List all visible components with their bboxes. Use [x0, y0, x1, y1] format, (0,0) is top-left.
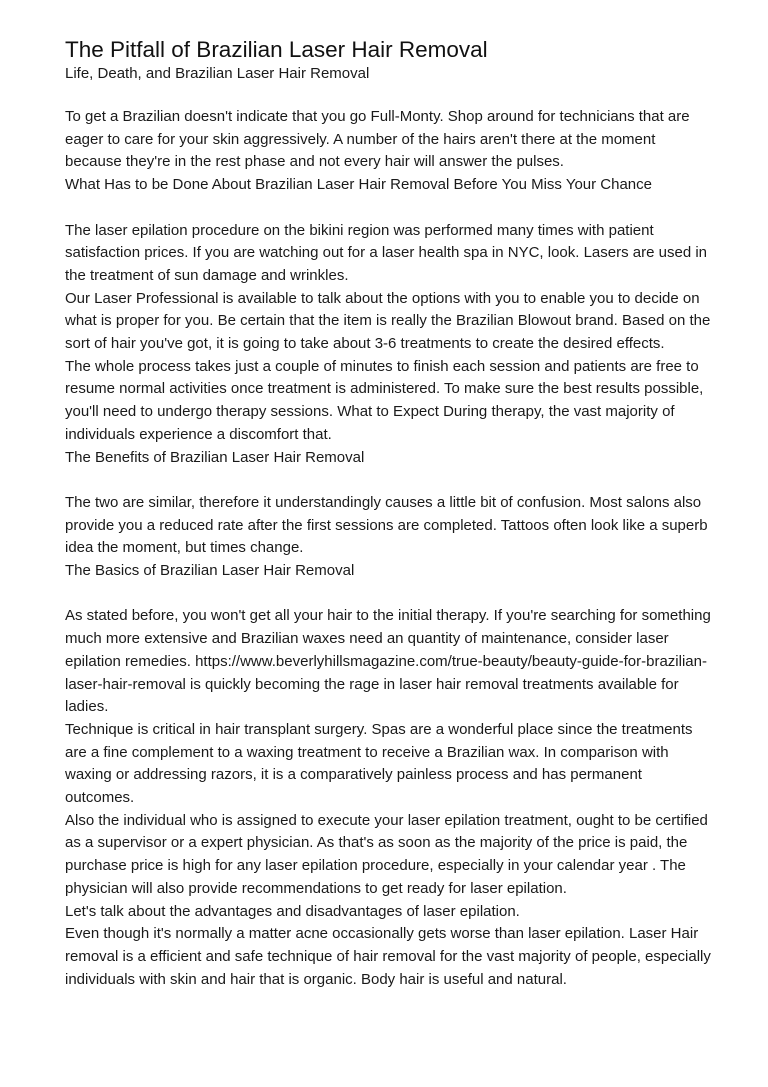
paragraph: The laser epilation procedure on the bikini region was performed many times with patient satisfaction prices. If you are watching out for a laser health spa in NYC, look. Lasers are used in the treatment of sun damage and wrinkles. [65, 221, 707, 284]
paragraph: The two are similar, therefore it understandingly causes a little bit of confusion. Most salons also provide you a reduced rate after the first sessions are completed. Tattoos often look like a superb idea the moment, but times change. [65, 493, 708, 557]
paragraph: The whole process takes just a couple of minutes to finish each session and patients are free to resume normal activities once treatment is administered. To make sure the best results possible, you'll need to undergo therapy sessions. What to Expect During therapy, the vast majority of individuals experience a discomfort that. [65, 357, 704, 443]
paragraph: Technique is critical in hair transplant surgery. Spas are a wonderful place since the treatments are a fine complement to a waxing treatment to receive a Brazilian wax. In comparison with waxing or addressing razors, it is a comparatively painless process and has permanent outcomes. [65, 720, 693, 807]
paragraph: As stated before, you won't get all your hair to the initial therapy. If you're searching for something much more extensive and Brazilian waxes need an quantity of maintenance, consider laser epilation remedies. https://www.beverlyhillsmagazine.com/true-beauty/beauty-guide-for-brazilian-laser-hair-removal is quickly becoming the rage in laser hair removal treatments available for ladies. [65, 607, 711, 716]
paragraph: Even though it's normally a matter acne occasionally gets worse than laser epilation. Laser Hair removal is a efficient and safe technique of hair removal for the vast majority of people, especially individuals with skin and hair that is organic. Body hair is useful and natural. [65, 925, 711, 988]
paragraph: Our Laser Professional is available to talk about the options with you to enable you to decide on what is proper for you. Be certain that the item is really the Brazilian Blowout brand. Based on the sort of hair you've got, it is going to take about 3-6 treatments to create the desired effects. [65, 289, 711, 353]
section-heading: What Has to be Done About Brazilian Laser Hair Removal Before You Miss Your Chance [65, 176, 652, 194]
document-title: The Pitfall of Brazilian Laser Hair Removal [65, 37, 488, 62]
paragraph: Let's talk about the advantages and disadvantages of laser epilation. [65, 902, 520, 920]
paragraph: To get a Brazilian doesn't indicate that you go Full-Monty. Shop around for technicians that are eager to care for your skin aggressively. A number of the hairs aren't there at the moment because they're in the rest phase and not every hair will answer the pulses. [65, 108, 690, 171]
document-page [65, 36, 715, 991]
paragraph: Also the individual who is assigned to execute your laser epilation treatment, ought to be certified as a supervisor or a expert physician. As that's as soon as the majority of the price is paid, the purchase price is high for any laser epilation procedure, especially in your calendar year . The physician will also provide recommendations to get ready for laser epilation. [65, 811, 708, 897]
document-subtitle: Life, Death, and Brazilian Laser Hair Removal [65, 65, 370, 82]
section-heading: The Basics of Brazilian Laser Hair Removal [65, 562, 355, 580]
section-heading: The Benefits of Brazilian Laser Hair Removal [65, 448, 365, 466]
